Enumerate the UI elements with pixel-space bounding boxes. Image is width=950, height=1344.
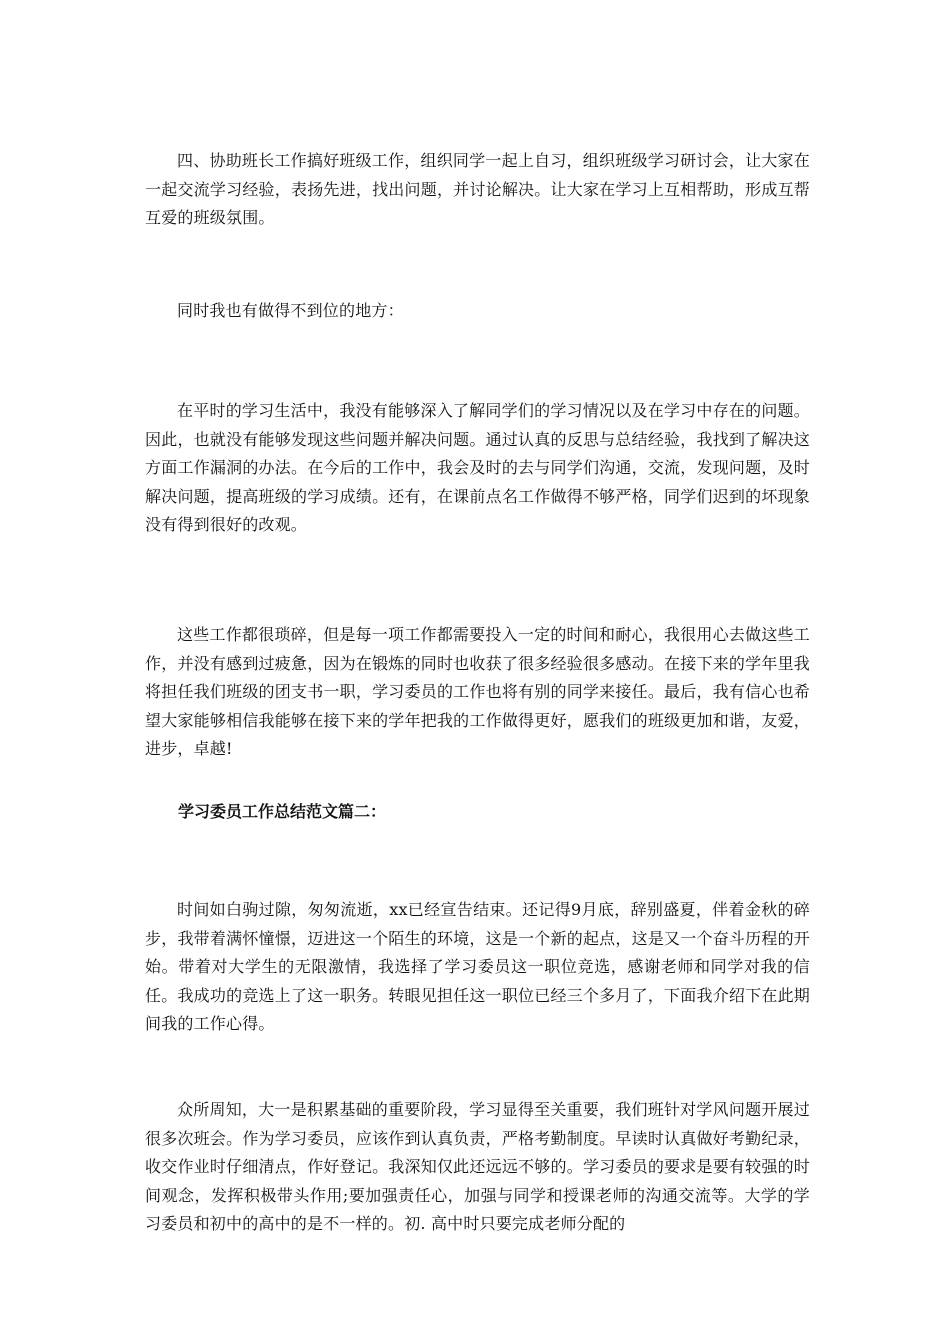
- section-heading: 学习委员工作总结范文篇二：: [178, 802, 387, 821]
- paragraph-freshman-year: 众所周知，大一是积累基础的重要阶段，学习显得至关重要，我们班针对学风问题开展过很多次班会。作为学习委员，应该作到认真负责，严格考勤制度。早读时认真做好考勤纪录，收交作业时仔细清点，作好登记。我深知仅此还远远不够的。学习委员的要求是要有较强的时间观念，发挥积极带头作用;要加强责任心，加强与同学和授课老师的沟通交流等。大学的学习委员和初中的高中的是不一样的。初. 高中时只要完成老师分配的: [145, 1100, 810, 1233]
- paragraph-shortcomings-intro: 同时我也有做得不到位的地方：: [177, 301, 404, 320]
- paragraph-shortcomings: 在平时的学习生活中，我没有能够深入了解同学们的学习情况以及在学习中存在的问题。因此，也就没有能够发现这些问题并解决问题。通过认真的反思与总结经验，我找到了解决这方面工作漏洞的办法。在今后的工作中，我会及时的去与同学们沟通，交流，发现问题，及时解决问题，提高班级的学习成绩。还有，在课前点名工作做得不够严格，同学们迟到的坏现象没有得到很好的改观。: [145, 401, 810, 534]
- paragraph-time-flies: 时间如白驹过隙，匆匆流逝，xx已经宣告结束。还记得9月底，辞别盛夏，伴着金秋的碎步，我带着满怀憧憬，迈进这一个陌生的环境，这是一个新的起点，这是又一个奋斗历程的开始。带着对大学生的无限激情，我选择了学习委员这一职位竞选，感谢老师和同学对我的信任。我成功的竞选上了这一职务。转眼见担任这一职位已经三个多月了，下面我介绍下在此期间我的工作心得。: [145, 900, 810, 1033]
- paragraph-assist-monitor: 四、协助班长工作搞好班级工作，组织同学一起上自习，组织班级学习研讨会，让大家在一起交流学习经验，表扬先进，找出问题，并讨论解决。让大家在学习上互相帮助，形成互帮互爱的班级氛围。: [145, 151, 810, 227]
- paragraph-conclusion: 这些工作都很琐碎，但是每一项工作都需要投入一定的时间和耐心，我很用心去做这些工作，并没有感到过疲惫，因为在锻炼的同时也收获了很多经验很多感动。在接下来的学年里我将担任我们班级的团支书一职，学习委员的工作也将有别的同学来接任。最后，我有信心也希望大家能够相信我能够在接下来的学年把我的工作做得更好，愿我们的班级更加和谐，友爱，进步，卓越!: [145, 625, 810, 758]
